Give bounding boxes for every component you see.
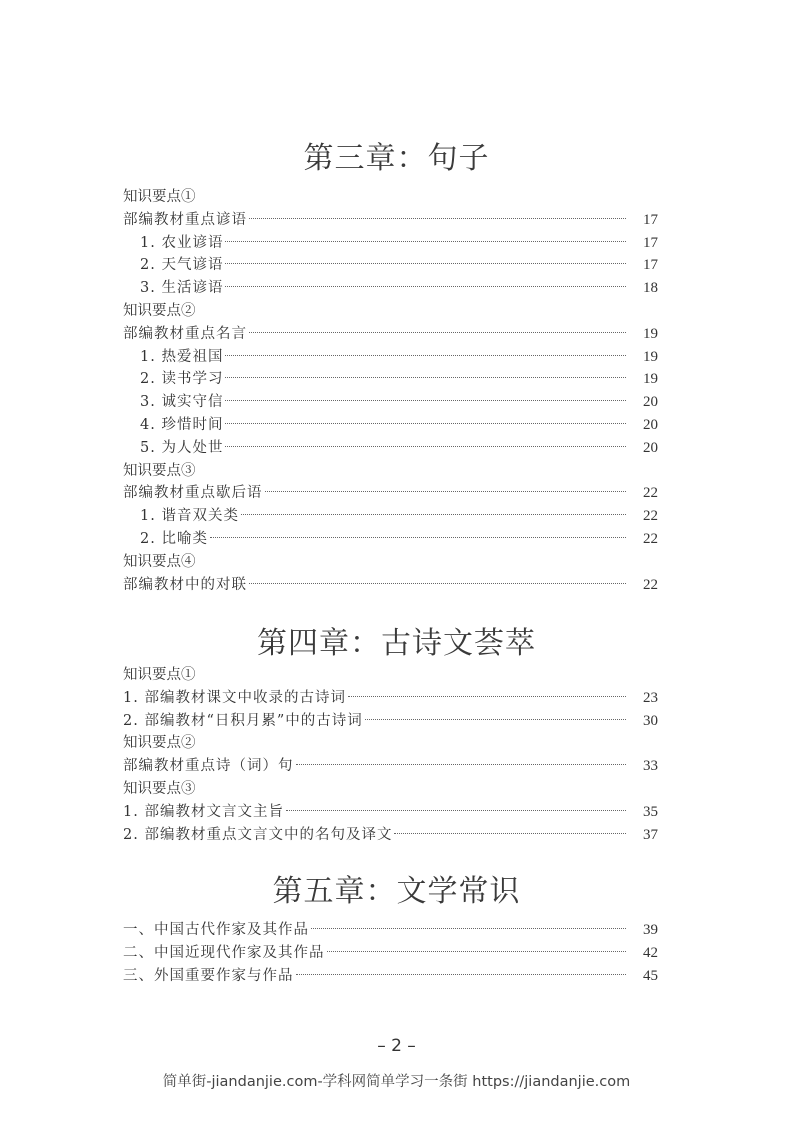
- toc-page-number: 37: [643, 826, 658, 843]
- toc-entry-label: 2. 比喻类: [140, 530, 208, 547]
- toc-entry[interactable]: [123, 919, 658, 942]
- toc-page-number: 20: [643, 394, 658, 411]
- toc-entry[interactable]: [123, 755, 658, 778]
- toc-entry-label: 二、中国近现代作家及其作品: [123, 944, 325, 961]
- toc-entry-label: 知识要点①: [123, 667, 196, 683]
- toc-entry-label: 知识要点②: [123, 302, 196, 319]
- toc-entry[interactable]: [123, 209, 658, 232]
- toc-section-heading: [123, 732, 658, 755]
- dot-leader: [265, 491, 627, 492]
- dot-leader: [249, 332, 626, 333]
- toc-section-heading: [123, 778, 658, 801]
- chapter-5-title: 第五章：文学常识: [272, 874, 521, 909]
- toc-entry-label: 2. 部编教材“日积月累”中的古诗词: [123, 712, 363, 729]
- toc-entry[interactable]: [123, 528, 658, 551]
- chapter-5-toc: [123, 919, 658, 987]
- toc-entry[interactable]: [123, 801, 658, 824]
- toc-page-number: 39: [643, 922, 658, 938]
- dot-leader: [327, 951, 627, 952]
- toc-section-heading: [123, 664, 658, 687]
- toc-entry[interactable]: [123, 277, 658, 300]
- dot-leader: [365, 719, 626, 720]
- dot-leader: [249, 218, 626, 219]
- toc-entry-label: 一、中国古代作家及其作品: [123, 922, 309, 938]
- toc-page-number: 19: [643, 348, 658, 365]
- toc-entry-label: 5. 为人处世: [140, 439, 224, 456]
- dot-leader: [225, 446, 626, 447]
- toc-entry-label: 3. 生活谚语: [140, 280, 224, 297]
- dot-leader: [225, 355, 626, 356]
- chapter-4-title: 第四章：古诗文荟萃: [257, 626, 536, 661]
- toc-section-heading: [123, 460, 658, 483]
- toc-entry-label: 1. 谐音双关类: [140, 508, 239, 525]
- toc-entry-label: 4. 珍惜时间: [140, 416, 224, 433]
- toc-entry-label: 1. 部编教材文言文主旨: [123, 803, 284, 820]
- toc-entry[interactable]: [123, 232, 658, 255]
- toc-page-number: 23: [643, 689, 658, 706]
- dot-leader: [225, 377, 626, 378]
- toc-entry[interactable]: [123, 437, 658, 460]
- toc-entry-label: 部编教材重点诗（词）句: [123, 758, 294, 775]
- dot-leader: [348, 696, 626, 697]
- dot-leader: [296, 764, 627, 765]
- chapter-3-title: 第三章：句子: [303, 141, 490, 176]
- toc-section-heading: [123, 186, 658, 209]
- footer-watermark: 简单街-jiandanjie.com-学科网简单学习一条街 https://jiandanjie.com: [162, 1074, 631, 1090]
- dot-leader: [241, 514, 626, 515]
- toc-page-number: 33: [643, 758, 658, 775]
- toc-entry-label: 1. 热爱祖国: [140, 348, 224, 365]
- toc-entry-label: 部编教材重点名言: [123, 325, 247, 342]
- chapter-3-toc: [123, 186, 658, 596]
- toc-entry-label: 3. 诚实守信: [140, 394, 224, 411]
- toc-page-number: 22: [643, 485, 658, 502]
- toc-entry-label: 部编教材重点谚语: [123, 211, 247, 228]
- toc-page-number: 17: [643, 257, 658, 274]
- toc-page-number: 17: [643, 234, 658, 251]
- toc-entry-label: 知识要点④: [123, 553, 196, 570]
- toc-entry-label: 知识要点②: [123, 735, 196, 752]
- toc-page-number: 20: [643, 416, 658, 433]
- dot-leader: [296, 974, 627, 975]
- toc-page-number: 42: [643, 944, 658, 961]
- toc-entry-label: 三、外国重要作家与作品: [123, 967, 294, 984]
- toc-entry[interactable]: [123, 687, 658, 710]
- toc-entry[interactable]: [123, 505, 658, 528]
- toc-entry[interactable]: [123, 391, 658, 414]
- toc-entry-label: 2. 部编教材重点文言文中的名句及译文: [123, 826, 393, 843]
- dot-leader: [225, 400, 626, 401]
- toc-entry[interactable]: [123, 482, 658, 505]
- toc-page-number: 22: [643, 508, 658, 525]
- toc-entry[interactable]: [123, 574, 658, 597]
- page-number: – 2 –: [377, 1036, 416, 1056]
- toc-entry-label: 2. 读书学习: [140, 371, 224, 388]
- toc-entry[interactable]: [123, 323, 658, 346]
- dot-leader: [286, 810, 626, 811]
- toc-entry[interactable]: [123, 824, 658, 847]
- toc-entry-label: 知识要点①: [123, 189, 196, 205]
- dot-leader: [249, 583, 626, 584]
- toc-entry[interactable]: [123, 414, 658, 437]
- toc-entry-label: 2. 天气谚语: [140, 257, 224, 274]
- dot-leader: [225, 263, 626, 264]
- dot-leader: [225, 241, 626, 242]
- toc-entry-label: 部编教材中的对联: [123, 576, 247, 593]
- dot-leader: [311, 928, 626, 929]
- toc-entry[interactable]: [123, 965, 658, 988]
- toc-page-number: 19: [643, 371, 658, 388]
- toc-page-number: 22: [643, 576, 658, 593]
- toc-section-heading: [123, 300, 658, 323]
- toc-entry[interactable]: [123, 710, 658, 733]
- toc-entry[interactable]: [123, 254, 658, 277]
- toc-entry-label: 1. 部编教材课文中收录的古诗词: [123, 689, 346, 706]
- toc-page-number: 20: [643, 439, 658, 456]
- toc-page-number: 30: [643, 712, 658, 729]
- dot-leader: [225, 423, 626, 424]
- toc-entry[interactable]: [123, 346, 658, 369]
- toc-page-number: 17: [643, 211, 658, 228]
- toc-page-number: 18: [643, 280, 658, 297]
- toc-page-number: 19: [643, 325, 658, 342]
- dot-leader: [225, 286, 626, 287]
- toc-entry-label: 部编教材重点歇后语: [123, 485, 263, 502]
- toc-page-number: 35: [643, 803, 658, 820]
- dot-leader: [210, 537, 626, 538]
- toc-section-heading: [123, 551, 658, 574]
- toc-entry[interactable]: [123, 942, 658, 965]
- toc-entry[interactable]: [123, 368, 658, 391]
- toc-page-number: 45: [643, 967, 658, 984]
- toc-page-number: 22: [643, 530, 658, 547]
- toc-entry-label: 知识要点③: [123, 462, 196, 479]
- chapter-4-toc: [123, 664, 658, 846]
- toc-entry-label: 知识要点③: [123, 780, 196, 797]
- dot-leader: [394, 833, 626, 834]
- toc-entry-label: 1. 农业谚语: [140, 234, 224, 251]
